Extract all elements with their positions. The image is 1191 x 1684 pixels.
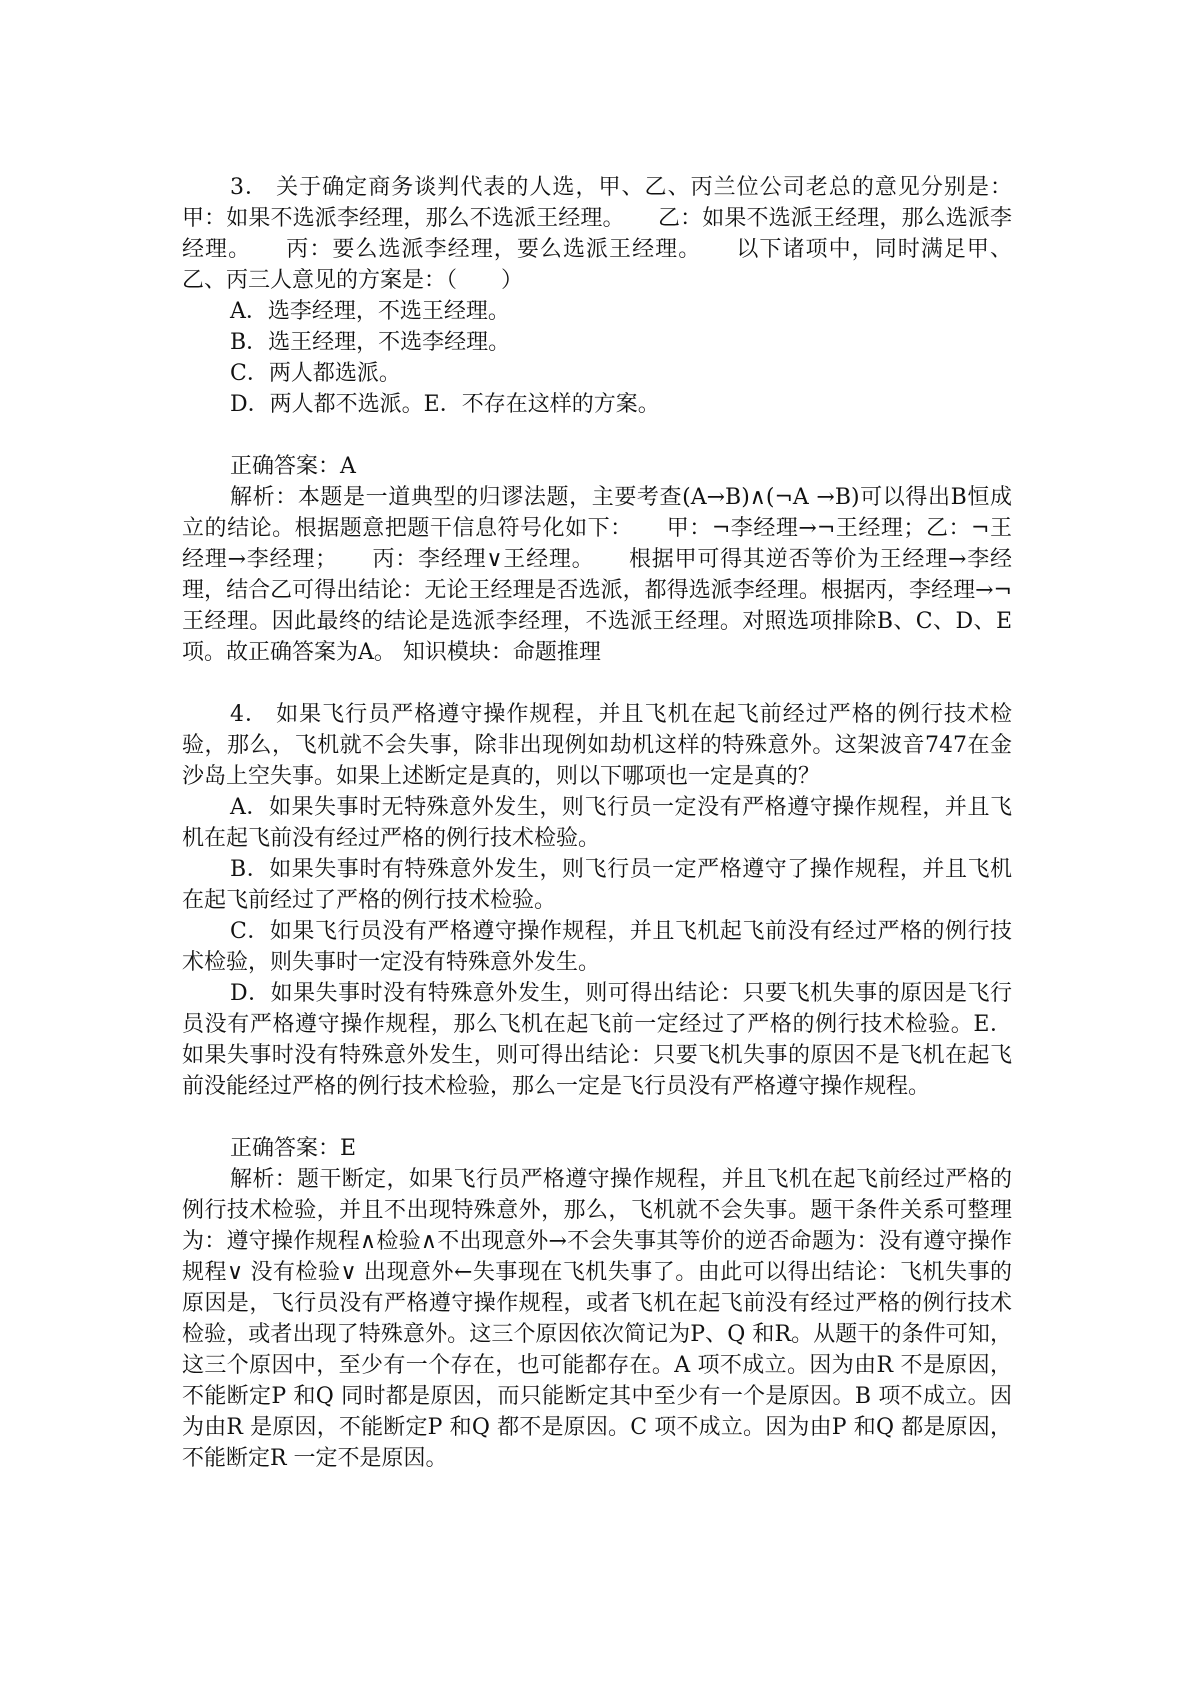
question-3-answer: 正确答案：A [230, 454, 356, 479]
question-4-option-d-e: D．如果失事时没有特殊意外发生，则可得出结论：只要飞机失事的原因是飞行员没有严格遵守操作规程，那么飞机在起飞前一定经过了严格的例行技术检验。E．如果失事时没有特殊意外发生，则可得出结论：只要飞机失事的原因不是飞机在起飞前没能经过严格的例行技术检验，那么一定是飞行员没有严格遵守操作规程。 [182, 981, 1012, 1099]
question-3-option-a: A．选李经理，不选王经理。 [230, 299, 510, 324]
question-3-analysis: 解析：本题是一道典型的归谬法题，主要考查(A→B)∧(¬A →B)可以得出B恒成立的结论。根据题意把题干信息符号化如下： 甲：¬李经理→¬王经理；乙：¬王经理→李经理； 丙：李经理∨王经理。 根据甲可得其逆否等价为王经理→李经理，结合乙可得出结论：无论王经理是否选派，都得选派李经理。根据丙，李经理→¬王经理。因此最终的结论是选派李经理，不选派王经理。对照选项排除B、C、D、E项。故正确答案为A。 知识模块：命题推理 [182, 485, 1012, 665]
question-4-option-a: A．如果失事时无特殊意外发生，则飞行员一定没有严格遵守操作规程，并且飞机在起飞前没有经过严格的例行技术检验。 [182, 795, 1012, 851]
question-3-option-c: C．两人都选派。 [230, 361, 401, 386]
question-4-option-b: B．如果失事时有特殊意外发生，则飞行员一定严格遵守了操作规程，并且飞机在起飞前经过了严格的例行技术检验。 [182, 857, 1012, 913]
spacer [182, 1102, 1012, 1133]
spacer [182, 668, 1012, 699]
question-4-option-c: C．如果飞行员没有严格遵守操作规程，并且飞机起飞前没有经过严格的例行技术检验，则失事时一定没有特殊意外发生。 [182, 919, 1012, 975]
question-4-stem: 4． 如果飞行员严格遵守操作规程，并且飞机在起飞前经过严格的例行技术检验，那么，飞机就不会失事，除非出现例如劫机这样的特殊意外。这架波音747在金沙岛上空失事。如果上述断定是真的，则以下哪项也一定是真的？ [182, 702, 1012, 789]
document-page [182, 172, 1012, 1474]
question-3-option-d-e: D．两人都不选派。E．不存在这样的方案。 [230, 392, 660, 417]
question-4-analysis: 解析：题干断定，如果飞行员严格遵守操作规程，并且飞机在起飞前经过严格的例行技术检验，并且不出现特殊意外，那么，飞机就不会失事。题干条件关系可整理为：遵守操作规程∧检验∧不出现意外→不会失事其等价的逆否命题为：没有遵守操作规程∨ 没有检验∨ 出现意外←失事现在飞机失事了。由此可以得出结论：飞机失事的原因是，飞行员没有严格遵守操作规程，或者飞机在起飞前没有经过严格的例行技术检验，或者出现了特殊意外。这三个原因依次简记为P、Q 和R。从题干的条件可知，这三个原因中，至少有一个存在，也可能都存在。A 项不成立。因为由R 不是原因，不能断定P 和Q 同时都是原因，而只能断定其中至少有一个是原因。B 项不成立。因为由R 是原因，不能断定P 和Q 都不是原因。C 项不成立。因为由P 和Q 都是原因，不能断定R 一定不是原因。 [182, 1167, 1012, 1471]
question-4-answer: 正确答案：E [230, 1136, 357, 1161]
question-3-stem: 3． 关于确定商务谈判代表的人选，甲、乙、丙兰位公司老总的意见分别是：甲：如果不选派李经理，那么不选派王经理。 乙：如果不选派王经理，那么选派李经理。 丙：要么选派李经理，要么选派王经理。 以下诸项中，同时满足甲、乙、丙三人意见的方案是：（ ） [182, 175, 1012, 293]
spacer [182, 420, 1012, 451]
question-3-option-b: B．选王经理，不选李经理。 [230, 330, 511, 355]
